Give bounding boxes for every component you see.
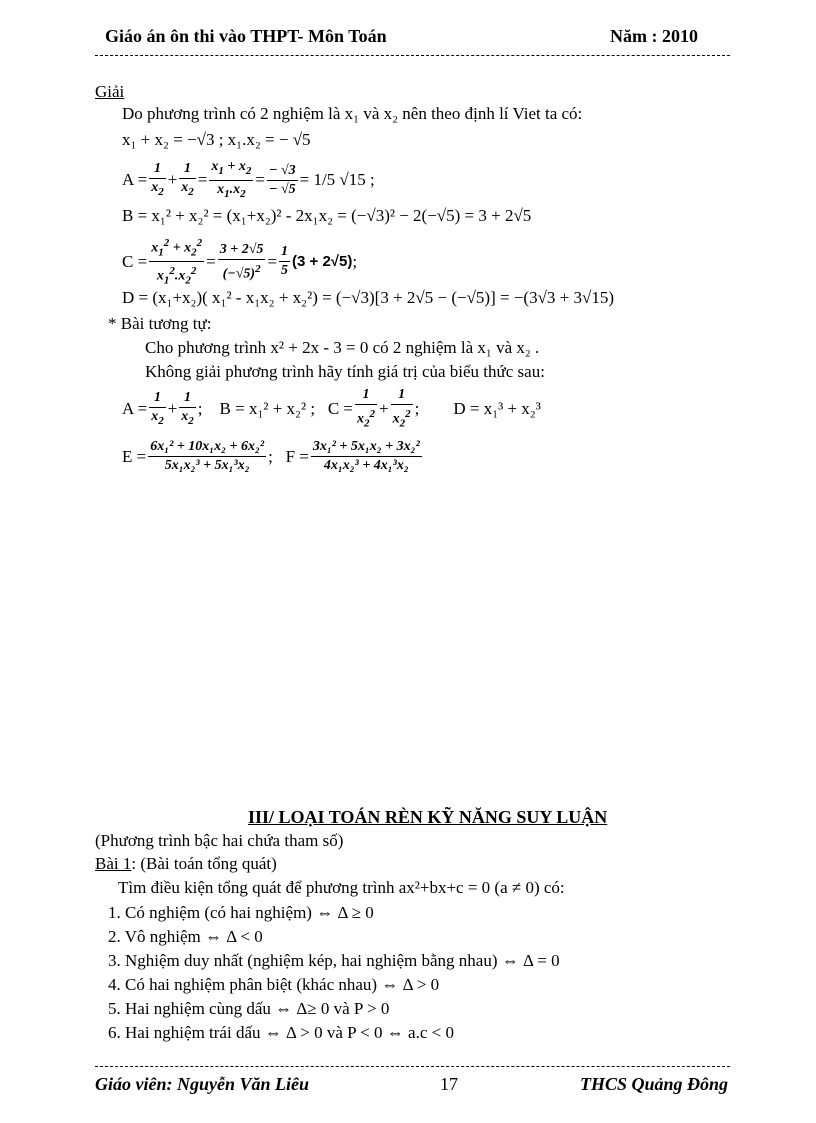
exercise-D: D = x₁³ + x₂³: [453, 399, 541, 419]
frac-ex-C2: $\frac{1}{x_2^2}$: [392, 387, 411, 430]
section-title: III/ LOẠI TOÁN RÈN KỸ NĂNG SUY LUẬN: [248, 807, 608, 827]
footer-divider: [95, 1066, 730, 1067]
bai-label: Bài 1: [95, 854, 132, 873]
expr-B: B = x₁² + x₂² = (x₁+x₂)² - 2x₁x₂ = (−√3)² − 2(−√5) = 3 + 2√5: [122, 206, 532, 225]
frac-A3: $\frac{x_1 + x_2}{x_1.x_2}$: [211, 159, 252, 200]
list-item: 5. Hai nghiệm cùng dấu ⇔ Δ≥ 0 và P > 0: [108, 999, 390, 1018]
footer-page-number: 17: [440, 1074, 458, 1094]
bai-rest: : (Bài toán tổng quát): [131, 854, 277, 873]
frac-C2: $\frac{3 + 2√5}{(-√5)^2}$: [219, 241, 264, 282]
frac-ex-A2: $\frac{1}{x_2}$: [181, 389, 194, 427]
frac-ex-E: $\frac{\text{6x₁² + 10x₁x₂ + 6x₂²}}{\text{5x₁x₂³ + 5x₁³x₂}}$: [150, 439, 265, 473]
frac-A4: $\frac{- √3}{- √5}$: [268, 162, 296, 197]
expr-A: A = $\frac{1}{x_2}$ + $\frac{1}{x_2}$ = $\frac{x_1 + x_2}{x_1.x_2}$ = $\frac{- √3}{- √5}$ = 1/5 √15 ;: [122, 158, 375, 203]
expr-A-rest: = 1/5 √15 ;: [299, 170, 375, 190]
header-right: Năm : 2010: [610, 26, 698, 46]
list-item: 3. Nghiệm duy nhất (nghiệm kép, hai nghiệm bằng nhau) ⇔ Δ = 0: [108, 951, 560, 970]
bai-prompt: Tìm điều kiện tổng quát để phương trình ax²+bx+c = 0 (a ≠ 0) có:: [118, 878, 565, 897]
frac-ex-C1: $\frac{1}{x_2^2}$: [357, 387, 375, 430]
footer-teacher: Giáo viên: Nguyễn Văn Liêu: [95, 1074, 309, 1094]
expr-C: C = $\frac{x_1^2 + x_2^2}{x_1^2.x_2^2}$ = $\frac{3 + 2√5}{(-√5)^2}$ = $\frac{1}{5}$ (3 + 2√5) ;: [122, 234, 357, 290]
similar-line2: Không giải phương trình hãy tính giá trị của biểu thức sau:: [145, 362, 545, 381]
section-subtitle: (Phương trình bậc hai chứa tham số): [95, 831, 344, 850]
list-item: 1. Có nghiệm (có hai nghiệm) ⇔ Δ ≥ 0: [108, 903, 374, 922]
frac-A2: $\frac{1}{x_2}$: [181, 160, 194, 198]
list-item: 4. Có hai nghiệm phân biệt (khác nhau) ⇔ Δ > 0: [108, 975, 440, 994]
footer-school: THCS Quảng Đông: [580, 1074, 729, 1094]
solution-intro: Do phương trình có 2 nghiệm là x₁ và x₂ nên theo định lí Viet ta có:: [122, 104, 583, 123]
bai-line: [95, 854, 277, 874]
header-divider: [95, 55, 730, 56]
expr-C-label: C =: [122, 251, 148, 271]
expr-A-label: A =: [122, 170, 148, 190]
viet-line: x₁ + x₂ = −√3 ; x₁.x₂ = − √5: [122, 130, 311, 149]
list-item: 6. Hai nghiệm trái dấu ⇔ Δ > 0 và P < 0 ⇔ a.c < 0: [108, 1023, 454, 1042]
similar-line1: Cho phương trình x² + 2x - 3 = 0 có 2 nghiệm là x₁ và x₂ .: [145, 338, 540, 357]
frac-A1: $\frac{1}{x_2}$: [151, 160, 164, 198]
header-left: Giáo án ôn thi vào THPT- Môn Toán: [105, 26, 387, 46]
exercise-EF: E = $\frac{\text{6x₁² + 10x₁x₂ + 6x₂²}}{\text{5x₁x₂³ + 5x₁³x₂}}$ ; F = $\frac{\text{3x₁² + 5x₁x₂ + 3x₂²}}{\text{4x₁x₂³ + 4x₁³x₂}}$: [122, 439, 420, 473]
expr-D: D = (x₁+x₂)( x₁² - x₁x₂ + x₂²) = (−√3)[3 + 2√5 − (−√5)] = −(3√3 + 3√15): [122, 288, 614, 307]
exercise-ABCD: A = $\frac{1}{x_2}$ + $\frac{1}{x_2}$ ; B = x₁² + x₂² ; C = $\frac{1}{x_2^2}$ + $\frac{1}{x_2^2}$ ; D = x₁³ + x₂³: [122, 386, 541, 432]
exercise-B: B = x₁² + x₂² ;: [219, 399, 316, 419]
frac-ex-A1: $\frac{1}{x_2}$: [151, 389, 164, 427]
list-item: 2. Vô nghiệm ⇔ Δ < 0: [108, 927, 263, 946]
frac-C1: $\frac{x_1^2 + x_2^2}{x_1^2.x_2^2}$: [149, 234, 204, 290]
frac-C3: $\frac{1}{5}$: [281, 244, 289, 279]
similar-heading: * Bài tương tự:: [108, 314, 212, 333]
solution-heading: Giải: [95, 82, 125, 101]
frac-ex-F: $\frac{\text{3x₁² + 5x₁x₂ + 3x₂²}}{\text{4x₁x₂³ + 4x₁³x₂}}$: [312, 439, 420, 473]
